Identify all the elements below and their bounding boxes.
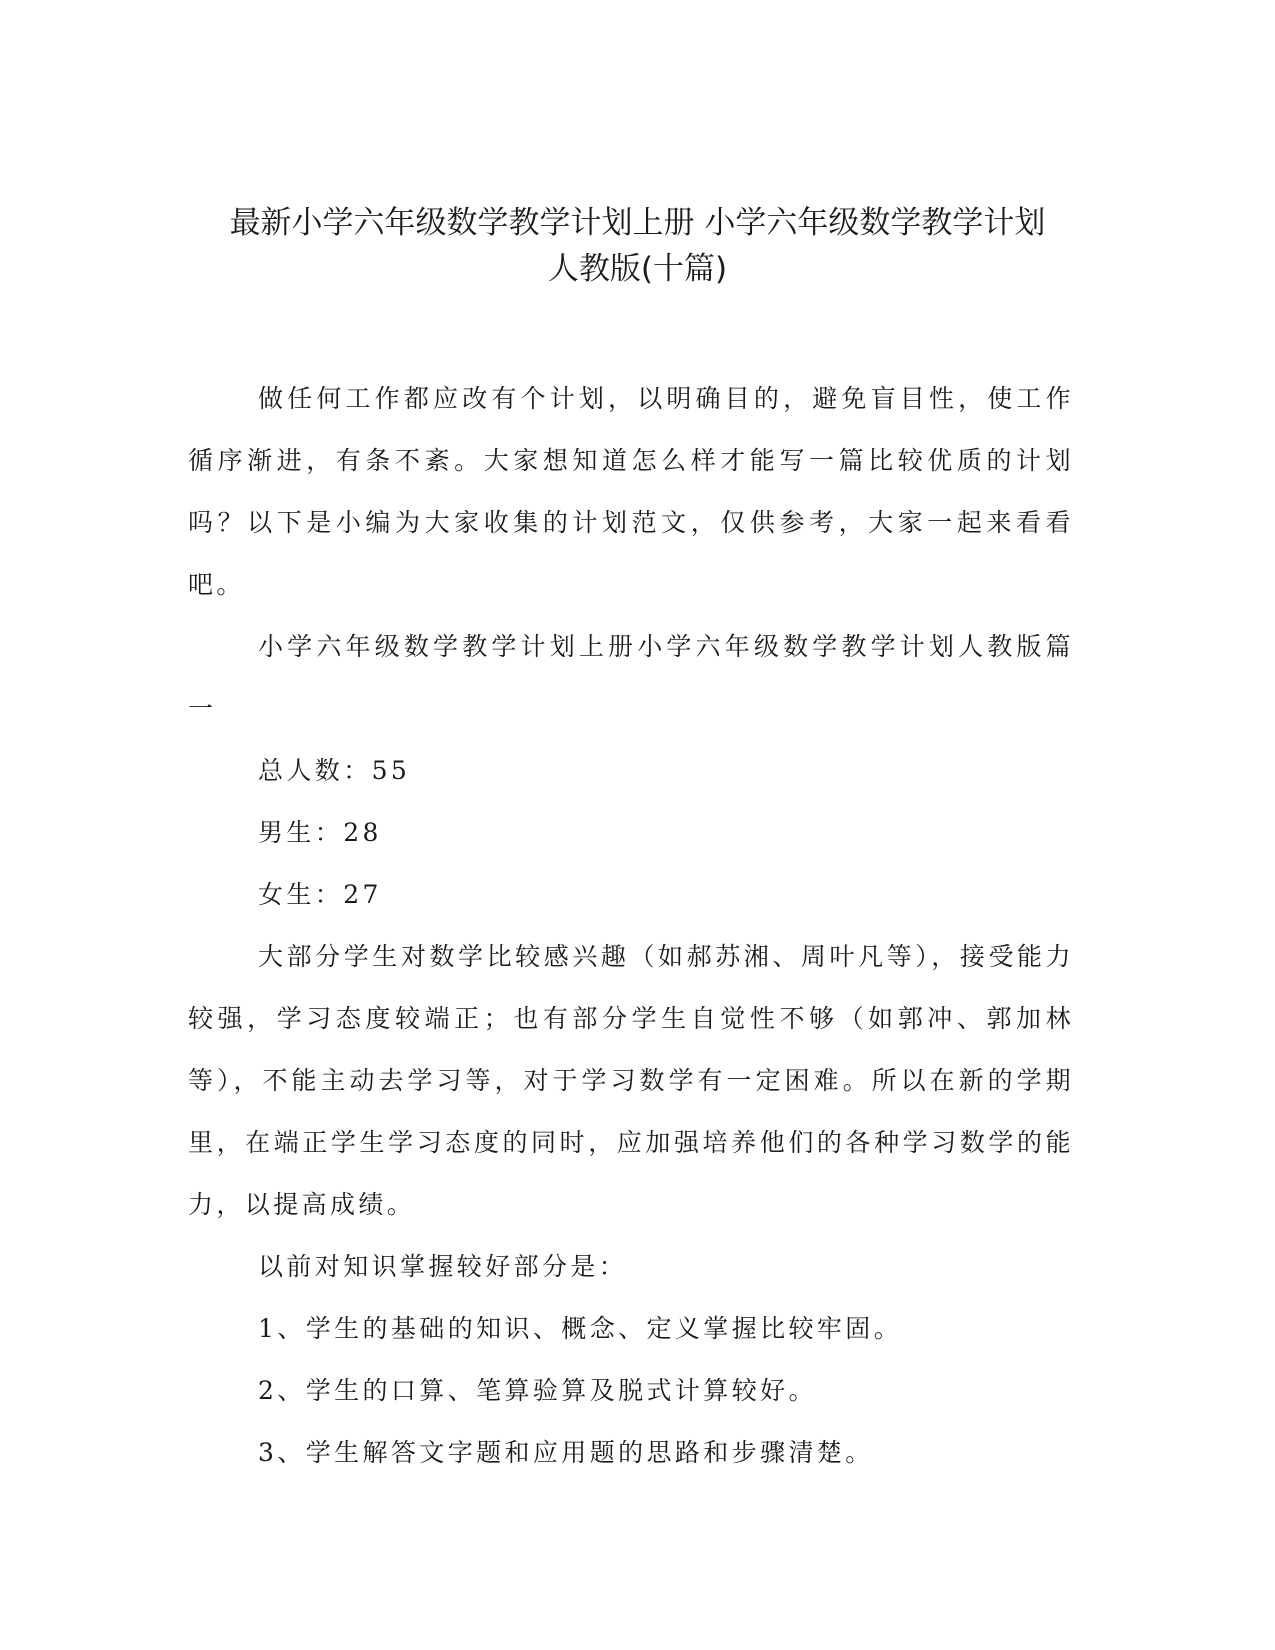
total-students: 总人数：55 xyxy=(258,756,411,785)
strength-item-3: 3、学生解答文字题和应用题的思路和步骤清楚。 xyxy=(258,1438,874,1467)
strengths-heading: 以前对知识掌握较好部分是： xyxy=(258,1252,628,1281)
male-students: 男生：28 xyxy=(258,818,382,847)
female-students: 女生：27 xyxy=(258,880,382,909)
title-line-1: 最新小学六年级数学教学计划上册 小学六年级数学教学计划 xyxy=(229,205,1046,241)
document-title xyxy=(160,200,1115,292)
document-body xyxy=(188,368,1074,1484)
strength-item-1: 1、学生的基础的知识、概念、定义掌握比较牢固。 xyxy=(258,1314,903,1343)
strength-item-2: 2、学生的口算、笔算验算及脱式计算较好。 xyxy=(258,1376,817,1405)
title-line-2: 人教版(十篇) xyxy=(547,251,728,287)
intro-paragraph: 做任何工作都应改有个计划，以明确目的，避免盲目性，使工作循序渐进，有条不紊。大家想知道怎么样才能写一篇比较优质的计划吗？以下是小编为大家收集的计划范文，仅供参考，大家一起来看看吧。 xyxy=(188,384,1074,599)
student-analysis-paragraph: 大部分学生对数学比较感兴趣（如郝苏湘、周叶凡等），接受能力较强，学习态度较端正；也有部分学生自觉性不够（如郭冲、郭加林等），不能主动去学习等，对于学习数学有一定困难。所以在新的学期里，在端正学生学习态度的同时，应加强培养他们的各种学习数学的能力，以提高成绩。 xyxy=(188,942,1074,1219)
section-heading: 小学六年级数学教学计划上册小学六年级数学教学计划人教版篇一 xyxy=(188,632,1074,723)
